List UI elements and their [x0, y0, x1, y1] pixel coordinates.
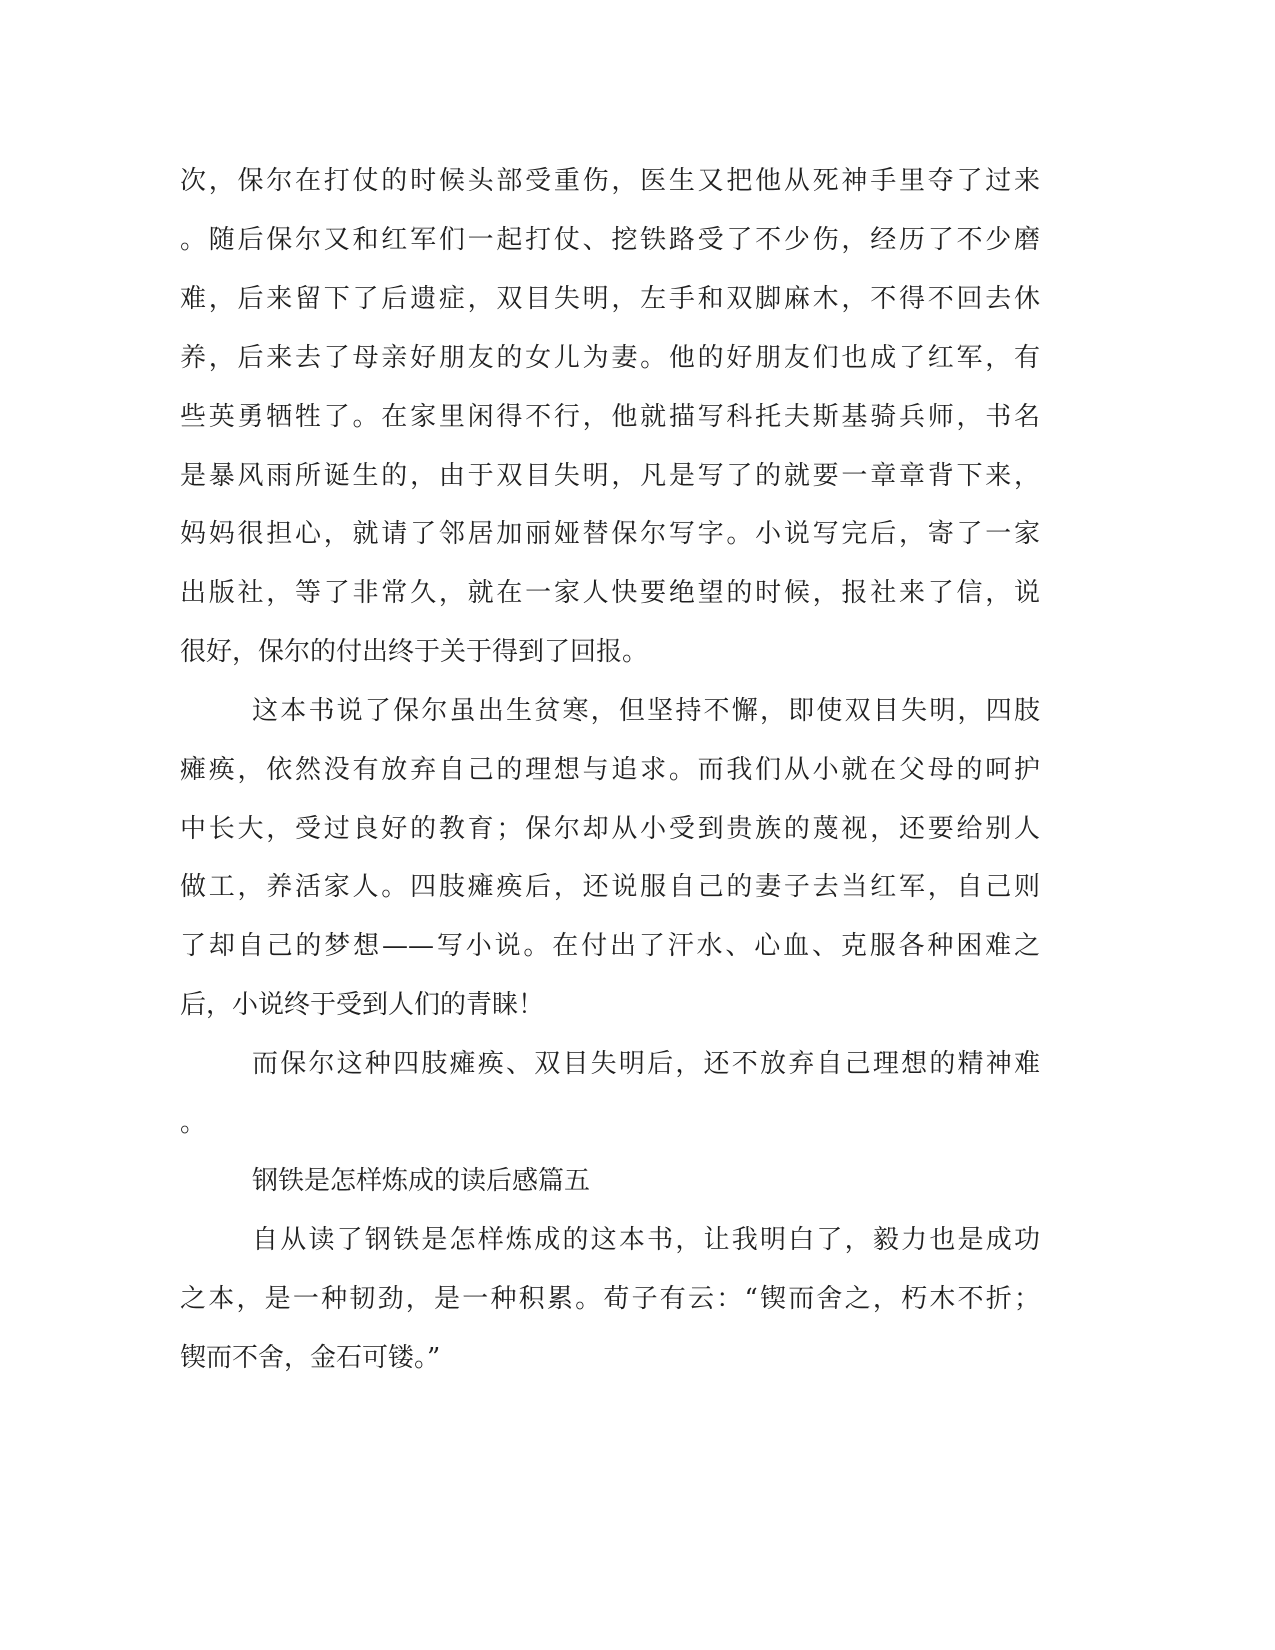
paragraph-line: 。 [180, 1108, 207, 1138]
paragraph-line: 了却自己的梦想——写小说。在付出了汗水、心血、克服各种困难之 [180, 931, 1040, 961]
paragraph-line: 中长大，受过良好的教育；保尔却从小受到贵族的蔑视，还要给别人 [180, 814, 1040, 844]
paragraph-line: 妈妈很担心，就请了邻居加丽娅替保尔写字。小说写完后，寄了一家 [180, 519, 1040, 549]
paragraph-line: 很好，保尔的付出终于关于得到了回报。 [180, 637, 649, 667]
paragraph-line: 是暴风雨所诞生的，由于双目失明，凡是写了的就要一章章背下来， [180, 461, 1040, 491]
paragraph-line: 瘫痪，依然没有放弃自己的理想与追求。而我们从小就在父母的呵护 [180, 755, 1040, 785]
paragraph-line: 这本书说了保尔虽出生贫寒，但坚持不懈，即使双目失明，四肢 [252, 696, 1040, 726]
paragraph-line: 后，小说终于受到人们的青睐！ [180, 990, 545, 1020]
paragraph-line: 锲而不舍，金石可镂。” [180, 1343, 441, 1373]
paragraph-line: 做工，养活家人。四肢瘫痪后，还说服自己的妻子去当红军，自己则 [180, 872, 1040, 902]
paragraph-line: 养，后来去了母亲好朋友的女儿为妻。他的好朋友们也成了红军，有 [180, 343, 1040, 373]
paragraph-line: 自从读了钢铁是怎样炼成的这本书，让我明白了，毅力也是成功 [252, 1225, 1040, 1255]
paragraph-line: 之本，是一种韧劲，是一种积累。荀子有云：“锲而舍之，朽木不折； [180, 1284, 1040, 1314]
section-heading: 钢铁是怎样炼成的读后感篇五 [252, 1166, 591, 1196]
paragraph-line: 次，保尔在打仗的时候头部受重伤，医生又把他从死神手里夺了过来 [180, 166, 1040, 196]
paragraph-line: 些英勇牺牲了。在家里闲得不行，他就描写科托夫斯基骑兵师，书名 [180, 402, 1040, 432]
paragraph-line: 难，后来留下了后遗症，双目失明，左手和双脚麻木，不得不回去休 [180, 284, 1040, 314]
paragraph-line: 出版社，等了非常久，就在一家人快要绝望的时候，报社来了信，说 [180, 578, 1040, 608]
paragraph-line: 而保尔这种四肢瘫痪、双目失明后，还不放弃自己理想的精神难 [252, 1049, 1040, 1079]
paragraph-line: 。随后保尔又和红军们一起打仗、挖铁路受了不少伤，经历了不少磨 [180, 225, 1040, 255]
